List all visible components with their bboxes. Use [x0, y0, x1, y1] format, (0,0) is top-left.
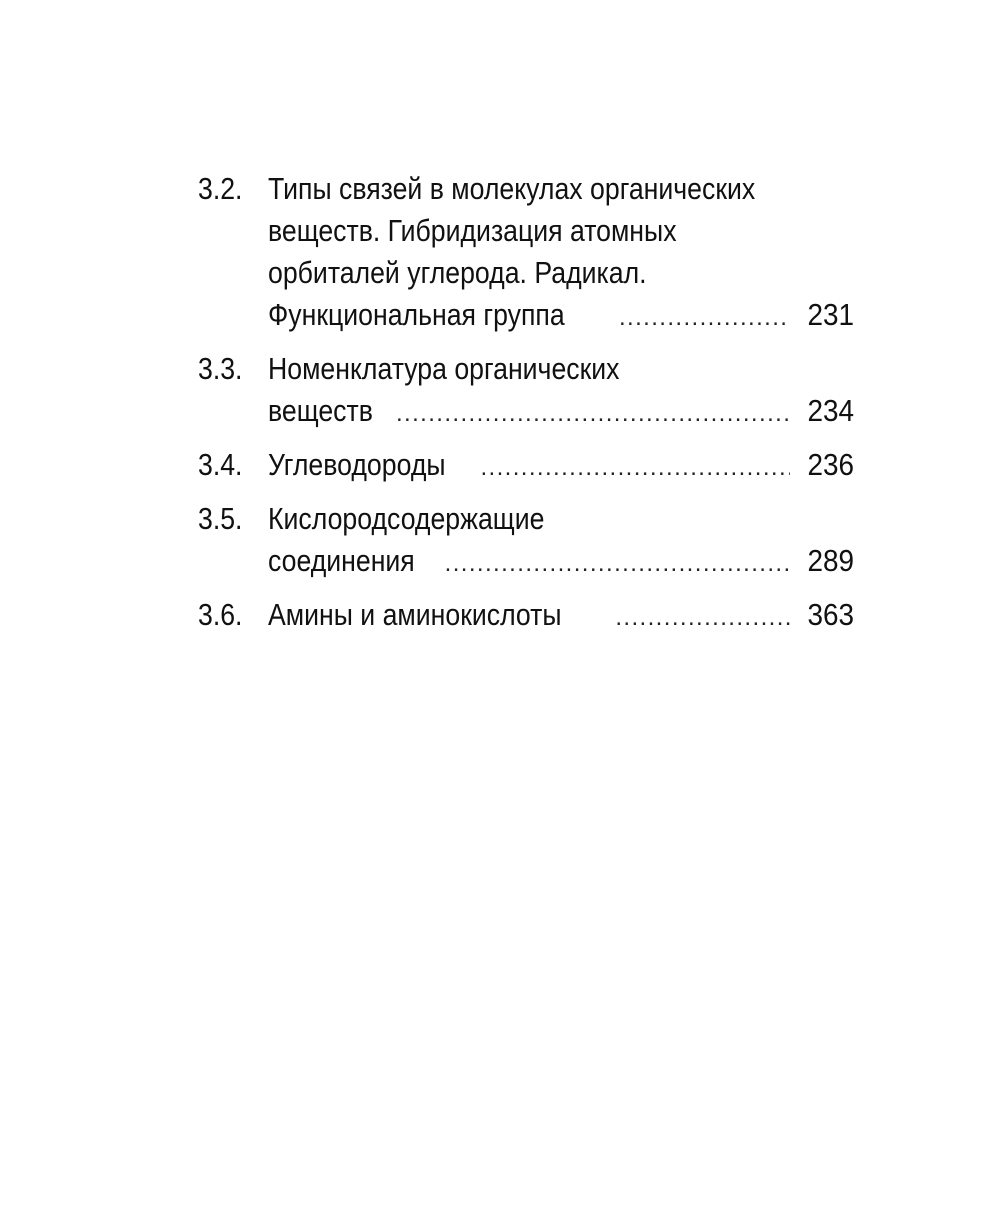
- entry-title: [268, 348, 854, 435]
- entry-number: 3.5.: [198, 501, 243, 536]
- page-number: 231: [807, 297, 854, 332]
- entry-number: 3.2.: [198, 171, 243, 206]
- entry-title-line: веществ: [268, 393, 373, 428]
- entry-title: [268, 168, 854, 339]
- page-number: 234: [807, 393, 854, 428]
- table-of-contents: [198, 168, 854, 648]
- page-number: 289: [807, 543, 854, 578]
- entry-number: 3.6.: [198, 597, 243, 632]
- entry-title-line: Типы связей в молекулах органических: [268, 171, 756, 206]
- entry-title-last-line: [268, 594, 854, 639]
- toc-entry-3-6[interactable]: [198, 594, 854, 639]
- entry-title-last-line: [268, 294, 854, 339]
- dot-leader: [480, 447, 790, 489]
- entry-title-line: Функциональная группа: [268, 297, 565, 332]
- toc-entry-3-3[interactable]: [198, 348, 854, 435]
- entry-title-last-line: [268, 540, 854, 585]
- page-number: 236: [807, 447, 854, 482]
- entry-title-line: орбиталей углерода. Радикал.: [268, 255, 647, 290]
- entry-title-line: Кислородсодержащие: [268, 501, 545, 536]
- entry-title: [268, 594, 854, 639]
- dot-leader: [396, 393, 790, 435]
- dot-leader: [445, 543, 790, 585]
- entry-title: [268, 444, 854, 489]
- entry-title-line: Амины и аминокислоты: [268, 597, 562, 632]
- entry-number: 3.4.: [198, 447, 243, 482]
- entry-title-line: Номенклатура органических: [268, 351, 620, 386]
- entry-title: [268, 498, 854, 585]
- entry-number: 3.3.: [198, 351, 243, 386]
- entry-title-line: Углеводороды: [268, 447, 446, 482]
- page-number: 363: [807, 597, 854, 632]
- toc-entry-3-2[interactable]: [198, 168, 854, 339]
- dot-leader: [619, 297, 790, 339]
- entry-title-last-line: [268, 390, 854, 435]
- dot-leader: [615, 597, 790, 639]
- entry-title-line: соединения: [268, 543, 415, 578]
- toc-entry-3-4[interactable]: [198, 444, 854, 489]
- entry-title-last-line: [268, 444, 854, 489]
- entry-title-line: веществ. Гибридизация атомных: [268, 213, 677, 248]
- toc-entry-3-5[interactable]: [198, 498, 854, 585]
